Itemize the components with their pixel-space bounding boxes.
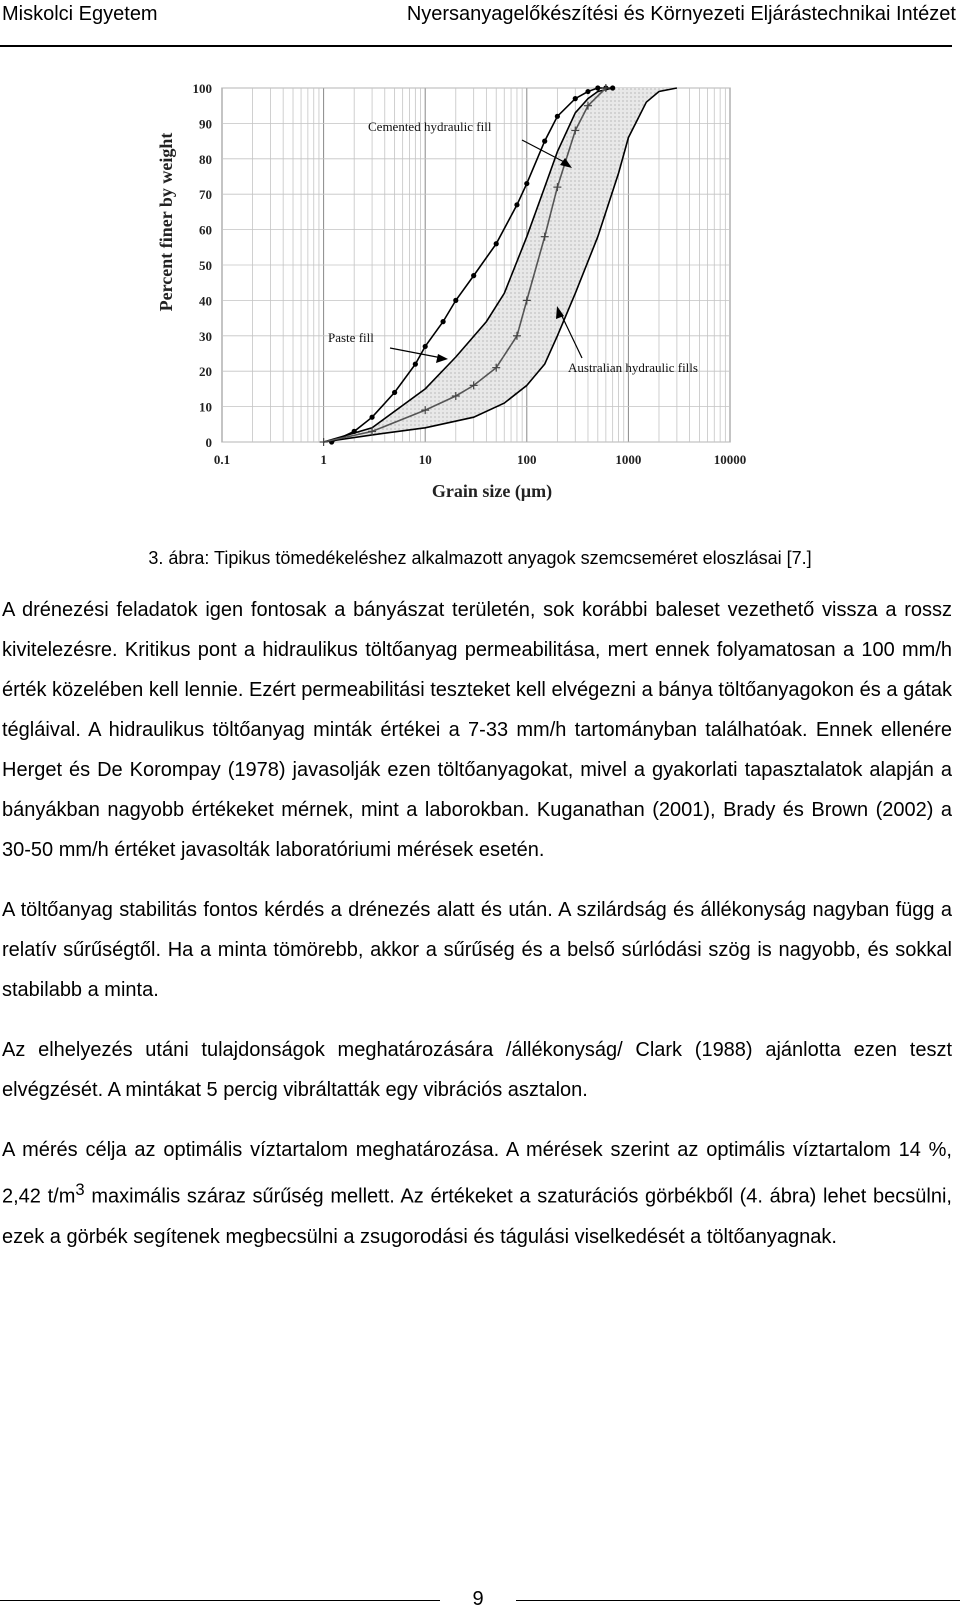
data-point: [471, 273, 476, 278]
y-tick-label: 30: [199, 328, 212, 344]
footer-rule-left: [0, 1600, 440, 1601]
y-tick-label: 20: [199, 364, 212, 380]
y-axis-label: Percent finer by weight: [156, 132, 176, 312]
y-tick-label: 80: [199, 151, 212, 167]
y-tick-label: 0: [205, 435, 212, 450]
paragraph-placement: Az elhelyezés utáni tulajdonságok meghatározására /állékonyság/ Clark (1988) ajánlotta ezen teszt elvégzését. A mintákat 5 percig vibráltatták egy vibrációs asztalon.: [2, 1039, 952, 1101]
y-tick-label: 60: [199, 222, 212, 238]
paragraph-moisture: [2, 1130, 952, 1257]
data-point: [453, 298, 458, 303]
data-point: [514, 202, 519, 207]
footer-rule-right: [516, 1600, 960, 1601]
data-point: [413, 362, 418, 367]
data-point: [585, 89, 590, 94]
annotation-australian-label: Australian hydraulic fills: [568, 360, 698, 375]
paragraph-moisture-part2: maximális száraz sűrűség mellett. Az értékeket a szaturációs görbékből (4. ábra) lehet becsülni, ezek a görbék segítenek megbecsülni a zsugorodási és tágulási viselkedését a töltőanyagnak.: [2, 1185, 952, 1248]
body-text: [2, 590, 952, 1277]
header-university: Miskolci Egyetem: [2, 3, 158, 25]
y-tick-label: 70: [199, 187, 212, 203]
y-tick-label: 50: [199, 258, 212, 273]
figure-caption: 3. ábra: Tipikus tömedékeléshez alkalmazott anyagok szemcseméret eloszlásai [7.]: [148, 548, 812, 568]
data-point: [440, 319, 445, 324]
data-point: [542, 139, 547, 144]
annotation-paste-label: Paste fill: [328, 330, 374, 345]
data-point: [555, 114, 560, 119]
unit-superscript: 3: [75, 1180, 85, 1199]
y-tick-label: 40: [199, 293, 212, 309]
paragraph-moisture-part1: A mérés célja az optimális víztartalom meghatározása. A mérések szerint az optimális víztartalom 14 %, 2,42 t/m: [2, 1139, 952, 1208]
y-tick-label: 100: [192, 81, 212, 96]
x-tick-label: 0.1: [213, 452, 231, 467]
y-tick-label: 10: [199, 399, 212, 415]
data-point: [573, 96, 578, 101]
paragraph-drainage: A drénezési feladatok igen fontosak a bányászat területén, sok korábbi baleset vezethető vissza a rossz kivitelezésre. Kritikus pont a hidraulikus töltőanyag permeabilitása, mert ennek folyamatosan a 100 mm/h érték közelében kell lennie. Ezért permeabilitási teszteket kell elvégezni a bánya töltőanyagokon és a gátak tégláival. A hidraulikus töltőanyag minták értékei a 7-33 mm/h tartományban találhatóak. Ennek ellenére Herget és De Korompay (1978) javasolják ezen töltőanyagokat, mivel a gyakorlati tapasztalatok alapján a bányákban nagyobb értékeket mérnek, mint a laborokban. Kuganathan (2001), Brady és Brown (2002) a 30-50 mm/h értéket javasolták laboratóriumi mérések esetén.: [2, 599, 952, 861]
annotation-cemented-label: Cemented hydraulic fill: [368, 119, 492, 134]
data-point: [524, 181, 529, 186]
data-point: [369, 415, 374, 420]
x-tick-label: 1000: [615, 452, 642, 467]
data-point: [595, 85, 600, 90]
grain-size-figure: [150, 72, 810, 522]
x-tick-label: 100: [517, 452, 537, 467]
x-axis-label: Grain size (µm): [431, 481, 553, 501]
page-header: [0, 0, 960, 50]
paragraph-stability: A töltőanyag stabilitás fontos kérdés a drénezés alatt és után. A szilárdság és állékonyság nagyban függ a relatív sűrűségtől. Ha a minta tömörebb, akkor a sűrűség és a belső súrlódási szög is nagyobb, és sokkal stabilabb a minta.: [2, 899, 952, 1001]
data-point: [423, 344, 428, 349]
page-number: 9: [472, 1588, 484, 1610]
page-footer: [0, 1580, 960, 1624]
y-tick-label: 90: [199, 116, 212, 132]
x-tick-label: 1: [320, 452, 327, 467]
grain-size-chart: [150, 72, 810, 522]
header-institute: Nyersanyagelőkészítési és Környezeti Eljárástechnikai Intézet: [406, 3, 956, 25]
data-point: [392, 390, 397, 395]
header-rule: [0, 45, 952, 47]
x-tick-label: 10000: [713, 452, 747, 467]
data-point: [494, 241, 499, 246]
x-tick-label: 10: [418, 452, 432, 467]
